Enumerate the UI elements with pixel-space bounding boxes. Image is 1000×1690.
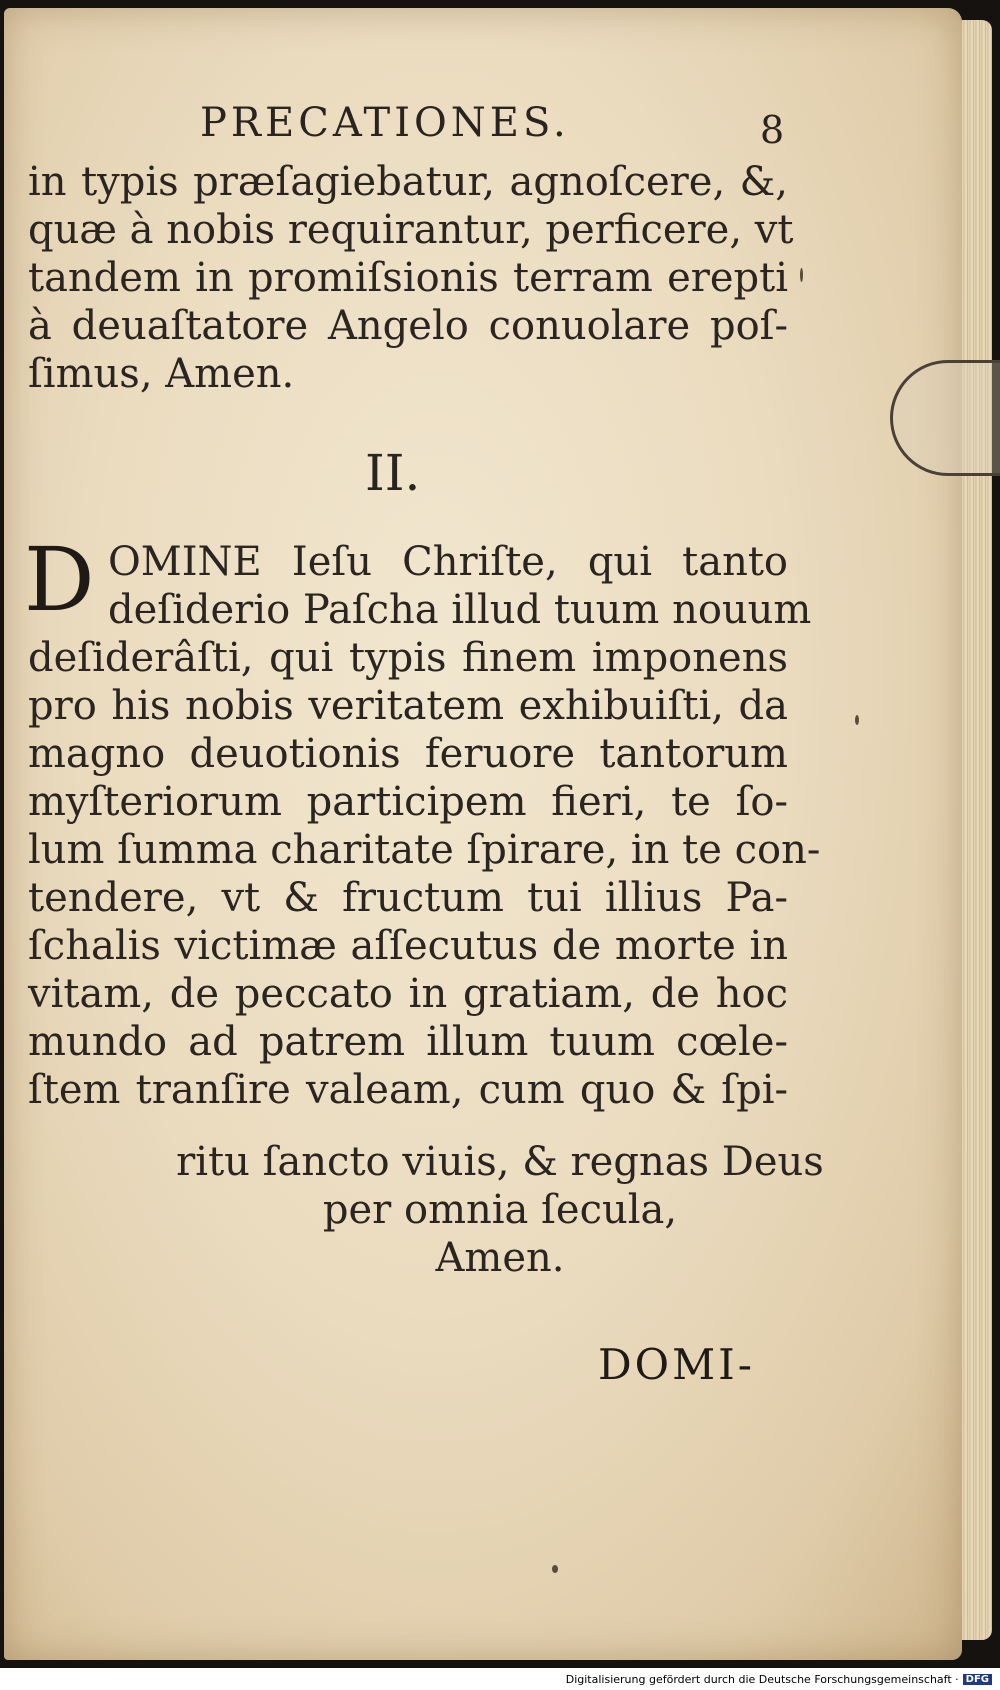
text-line: myſteriorum participem fieri, te ſo- [28, 779, 788, 825]
page-number: 8 [760, 108, 785, 152]
catchword: DOMI- [598, 1340, 755, 1389]
ink-speck [855, 715, 859, 725]
page-clip [890, 360, 1000, 476]
digitization-footer [0, 1668, 1000, 1690]
ink-speck [552, 1565, 558, 1573]
closing-line: per omnia ſecula, [322, 1187, 678, 1233]
text-line: quæ à nobis requirantur, perficere, vt [28, 207, 794, 253]
text-line: OMINE Ieſu Chriſte, qui tanto [108, 539, 788, 585]
closing-line: ritu ſancto viuis, & regnas Deus [176, 1139, 824, 1185]
running-header: PRECATIONES. [200, 100, 570, 146]
closing-line: Amen. [435, 1235, 565, 1281]
section-numeral: II. [365, 444, 421, 502]
text-line: in typis præſagiebatur, agnoſcere, &, [28, 159, 788, 205]
text-line: lum ſumma charitate ſpirare, in te con- [28, 827, 821, 873]
text-line: à deuaſtatore Angelo conuolare poſ- [28, 303, 788, 349]
paragraph-2 [28, 538, 821, 1114]
text-line: deſiderâſti, qui typis finem imponens [28, 635, 788, 681]
text-line: pro his nobis veritatem exhibuiſti, da [28, 683, 788, 729]
paragraph-1 [28, 158, 794, 398]
footer-credit: Digitalisierung gefördert durch die Deutsche Forschungsgemeinschaft · [565, 1672, 959, 1686]
text-line: ſimus, Amen. [28, 351, 295, 397]
dfg-logo-icon: DFG [963, 1674, 992, 1685]
text-line: tandem in promiſsionis terram erepti [28, 255, 788, 301]
text-line: deſiderio Paſcha illud tuum nouum [108, 587, 812, 633]
text-line: ſchalis victimæ aſſecutus de morte in [28, 923, 788, 969]
text-line: mundo ad patrem illum tuum cœle- [28, 1019, 788, 1065]
text-line: tendere, vt & fructum tui illius Pa- [28, 875, 788, 921]
page-edge [962, 20, 992, 1640]
text-line: ſtem tranſire valeam, cum quo & ſpi- [28, 1067, 788, 1113]
text-line: magno deuotionis feruore tantorum [28, 731, 788, 777]
text-line: vitam, de peccato in gratiam, de hoc [28, 971, 788, 1017]
drop-cap: D [24, 528, 95, 631]
ink-speck [800, 268, 803, 282]
